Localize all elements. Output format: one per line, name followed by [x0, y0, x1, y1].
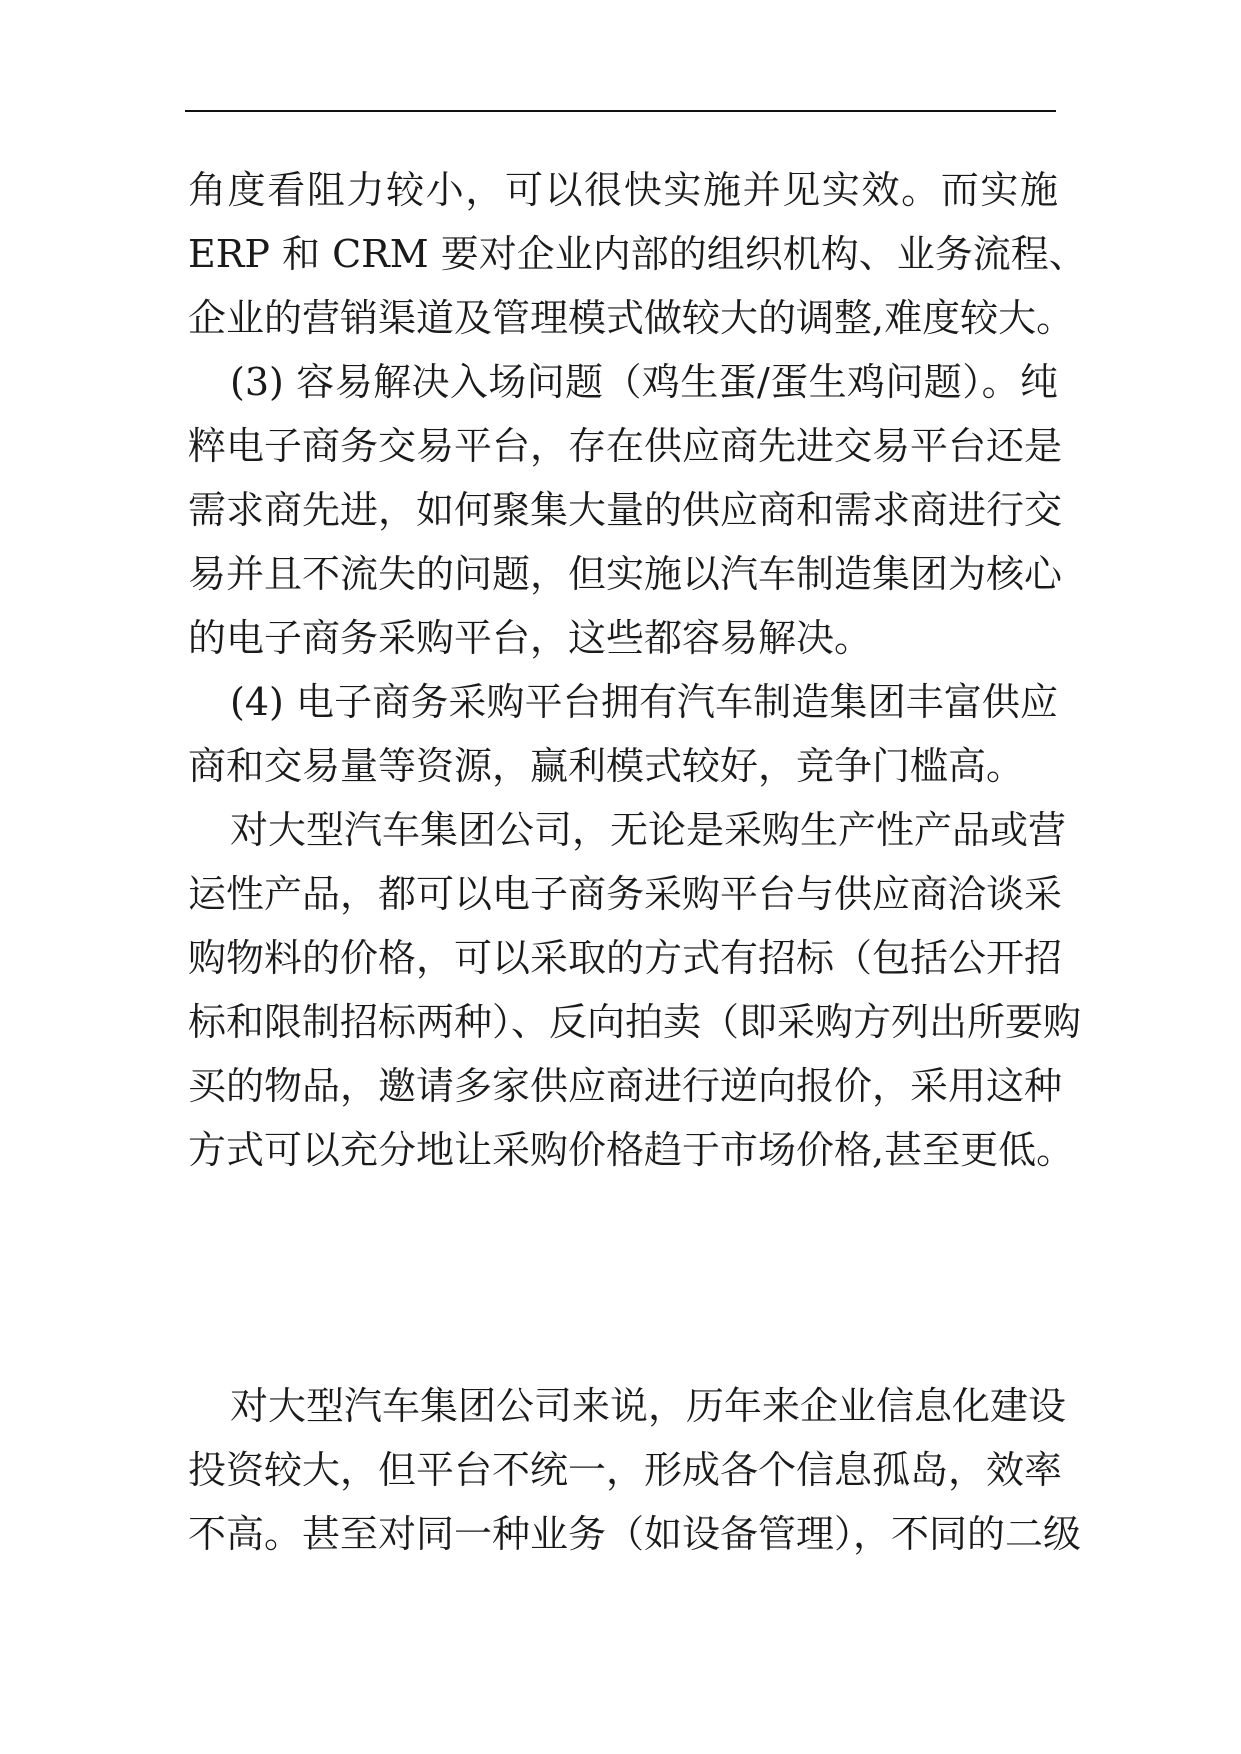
- paragraph-line: 方式可以充分地让采购价格趋于市场价格,甚至更低。: [188, 1128, 1075, 1172]
- paragraph-5: [188, 1374, 1082, 1566]
- paragraph-line: 角度看阻力较小，可以很快实施并见实效。而实施: [188, 168, 1058, 212]
- paragraph-line: 投资较大，但平台不统一，形成各个信息孤岛，效率: [188, 1448, 1063, 1492]
- paragraph-3: [188, 670, 1058, 798]
- paragraph-2: [188, 350, 1063, 670]
- section-heading-line: [188, 1246, 1058, 1310]
- section-heading: [188, 1246, 1058, 1374]
- paragraph-line: 企业的营销渠道及管理模式做较大的调整,难度较大。: [188, 296, 1075, 340]
- paragraph-line: 对大型汽车集团公司，无论是采购生产性产品或营: [230, 808, 1067, 852]
- paragraph-line: 易并且不流失的问题，但实施以汽车制造集团为核心: [188, 552, 1063, 596]
- paragraph-line: 粹电子商务交易平台，存在供应商先进交易平台还是: [188, 424, 1063, 468]
- paragraph-line: 运性产品，都可以电子商务采购平台与供应商洽谈采: [188, 872, 1063, 916]
- paragraph-line: (3) 容易解决入场问题（鸡生蛋/蛋生鸡问题）。纯: [230, 360, 1058, 404]
- paragraph-1: [188, 158, 1087, 350]
- paragraph-line: ERP 和 CRM 要对企业内部的组织机构、业务流程、: [188, 232, 1087, 276]
- paragraph-line: 需求商先进，如何聚集大量的供应商和需求商进行交: [188, 488, 1063, 532]
- paragraph-line: 购物料的价格，可以采取的方式有招标（包括公开招: [188, 936, 1063, 980]
- section-spacer: [188, 1182, 1058, 1246]
- section-heading-line: [188, 1310, 1058, 1374]
- paragraph-line: 的电子商务采购平台，这些都容易解决。: [188, 616, 873, 660]
- paragraph-4: [188, 798, 1082, 1182]
- paragraph-line: 不高。甚至对同一种业务（如设备管理），不同的二级: [188, 1512, 1082, 1556]
- paragraph-line: 买的物品，邀请多家供应商进行逆向报价，采用这种: [188, 1064, 1063, 1108]
- paragraph-line: 商和交易量等资源，赢利模式较好，竞争门槛高。: [188, 744, 1025, 788]
- page-body: [188, 158, 1087, 1566]
- paragraph-line: 标和限制招标两种）、反向拍卖（即采购方列出所要购: [188, 1000, 1082, 1044]
- paragraph-line: (4) 电子商务采购平台拥有汽车制造集团丰富供应: [230, 680, 1058, 724]
- header-rule: [185, 110, 1056, 112]
- paragraph-line: 对大型汽车集团公司来说，历年来企业信息化建设: [230, 1384, 1067, 1428]
